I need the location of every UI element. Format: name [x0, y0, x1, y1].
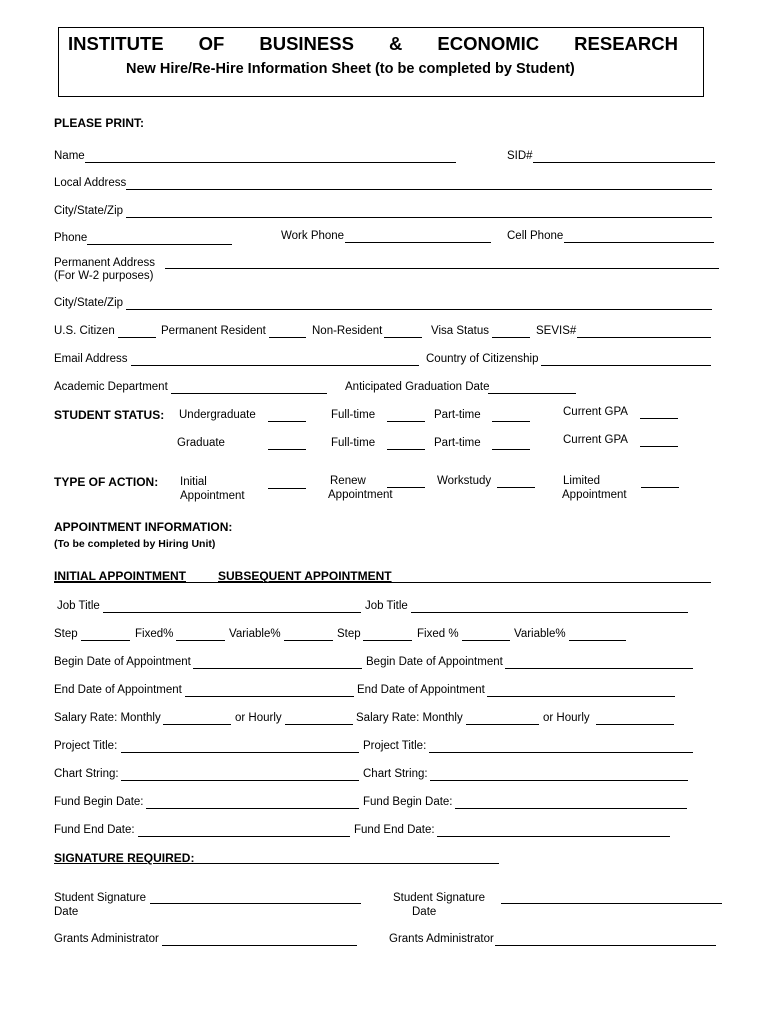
- or-hourly-label: or Hourly: [235, 712, 282, 724]
- name-field[interactable]: [85, 162, 456, 163]
- project-title-label: Project Title:: [363, 740, 427, 752]
- signature-required-heading: SIGNATURE REQUIRED:: [54, 851, 195, 865]
- date-label: Date: [54, 906, 79, 918]
- subsequent-chart-string-field[interactable]: [430, 780, 688, 781]
- end-date-label: End Date of Appointment: [357, 684, 485, 696]
- name-label: Name: [54, 150, 85, 162]
- fund-end-label: Fund End Date:: [354, 824, 435, 836]
- non-resident-label: Non-Resident: [312, 325, 383, 337]
- appointment-header-rule: [54, 582, 711, 583]
- permanent-address-label: Permanent Address: [54, 257, 156, 269]
- grants-admin-field-2[interactable]: [495, 945, 716, 946]
- sevis-label: SEVIS#: [536, 325, 577, 337]
- initial-appointment-field[interactable]: [268, 488, 306, 489]
- current-gpa-label: Current GPA: [563, 434, 628, 446]
- us-citizen-label: U.S. Citizen: [54, 325, 115, 337]
- chart-string-label: Chart String:: [54, 768, 119, 780]
- initial-chart-string-field[interactable]: [121, 780, 359, 781]
- subsequent-fund-begin-field[interactable]: [455, 808, 687, 809]
- subsequent-variable-pct-field[interactable]: [569, 640, 626, 641]
- country-label: Country of Citizenship: [426, 353, 539, 365]
- permanent-address-field[interactable]: [165, 268, 719, 269]
- initial-step-field[interactable]: [81, 640, 130, 641]
- job-title-label: Job Title: [57, 600, 100, 612]
- fund-begin-label: Fund Begin Date:: [54, 796, 144, 808]
- subsequent-step-field[interactable]: [363, 640, 412, 641]
- grad-gpa-field[interactable]: [640, 446, 678, 447]
- subsequent-fund-end-field[interactable]: [437, 836, 670, 837]
- initial-fixed-pct-field[interactable]: [176, 640, 225, 641]
- salary-monthly-label: Salary Rate: Monthly: [356, 712, 463, 724]
- initial-end-date-field[interactable]: [185, 696, 354, 697]
- student-signature-label: Student Signature: [393, 892, 486, 904]
- initial-fund-begin-field[interactable]: [146, 808, 359, 809]
- begin-date-label: Begin Date of Appointment: [366, 656, 503, 668]
- city-state-zip-label: City/State/Zip: [54, 205, 124, 217]
- title-word: &: [388, 33, 403, 54]
- part-time-label: Part-time: [434, 437, 481, 449]
- initial-salary-monthly-field[interactable]: [163, 724, 231, 725]
- initial-begin-date-field[interactable]: [193, 668, 362, 669]
- undergraduate-field[interactable]: [268, 421, 306, 422]
- ug-full-time-field[interactable]: [387, 421, 425, 422]
- hiring-unit-note: (To be completed by Hiring Unit): [54, 538, 216, 550]
- step-label: Step: [54, 628, 78, 640]
- permanent-resident-field[interactable]: [269, 337, 306, 338]
- initial-job-title-field[interactable]: [103, 612, 361, 613]
- phone-field[interactable]: [87, 244, 232, 245]
- initial-project-title-field[interactable]: [121, 752, 359, 753]
- city-state-zip-2-field[interactable]: [126, 309, 712, 310]
- initial-salary-hourly-field[interactable]: [285, 724, 353, 725]
- academic-dept-label: Academic Department: [54, 381, 168, 393]
- form-subtitle: New Hire/Re-Hire Information Sheet (to be completed by Student): [126, 61, 575, 77]
- begin-date-label: Begin Date of Appointment: [54, 656, 191, 668]
- grants-admin-label: Grants Administrator: [54, 933, 159, 945]
- initial-variable-pct-field[interactable]: [284, 640, 333, 641]
- or-hourly-label: or Hourly: [543, 712, 590, 724]
- visa-status-field[interactable]: [492, 337, 530, 338]
- fund-end-label: Fund End Date:: [54, 824, 135, 836]
- limited-appointment-label: Appointment: [562, 489, 627, 501]
- workstudy-label: Workstudy: [437, 475, 492, 487]
- us-citizen-field[interactable]: [118, 337, 156, 338]
- grants-admin-label: Grants Administrator: [389, 933, 494, 945]
- job-title-label: Job Title: [365, 600, 408, 612]
- subsequent-salary-hourly-field[interactable]: [596, 724, 674, 725]
- part-time-label: Part-time: [434, 409, 481, 421]
- country-field[interactable]: [541, 365, 711, 366]
- variable-pct-label: Variable%: [229, 628, 281, 640]
- full-time-label: Full-time: [331, 437, 376, 449]
- full-time-label: Full-time: [331, 409, 376, 421]
- permanent-resident-label: Permanent Resident: [161, 325, 266, 337]
- renew-appointment-label: Appointment: [328, 489, 393, 501]
- graduate-label: Graduate: [177, 437, 225, 449]
- visa-status-label: Visa Status: [431, 325, 489, 337]
- renew-label: Renew: [330, 475, 366, 487]
- workstudy-field[interactable]: [497, 487, 535, 488]
- step-label: Step: [337, 628, 361, 640]
- ug-gpa-field[interactable]: [640, 418, 678, 419]
- subsequent-job-title-field[interactable]: [411, 612, 688, 613]
- title-word: BUSINESS: [259, 33, 354, 54]
- city-state-zip-field[interactable]: [126, 217, 712, 218]
- sid-field[interactable]: [533, 162, 715, 163]
- variable-pct-label: Variable%: [514, 628, 566, 640]
- fixed-pct-label: Fixed%: [135, 628, 174, 640]
- fund-begin-label: Fund Begin Date:: [363, 796, 453, 808]
- student-status-heading: STUDENT STATUS:: [54, 408, 165, 422]
- limited-appointment-field[interactable]: [641, 487, 679, 488]
- date-label: Date: [412, 906, 437, 918]
- fixed-pct-label: Fixed %: [417, 628, 459, 640]
- student-signature-label: Student Signature: [54, 892, 147, 904]
- initial-appointment-label: Appointment: [180, 490, 245, 502]
- cell-phone-field[interactable]: [564, 242, 714, 243]
- sid-label: SID#: [507, 150, 533, 162]
- grad-date-label: Anticipated Graduation Date: [345, 381, 490, 393]
- chart-string-label: Chart String:: [363, 768, 428, 780]
- initial-label: Initial: [180, 476, 207, 488]
- cell-phone-label: Cell Phone: [507, 230, 564, 242]
- grad-full-time-field[interactable]: [387, 449, 425, 450]
- work-phone-label: Work Phone: [281, 230, 345, 242]
- initial-appointment-heading: INITIAL APPOINTMENT: [54, 569, 186, 583]
- please-print-heading: PLEASE PRINT:: [54, 116, 145, 130]
- subsequent-project-title-field[interactable]: [429, 752, 693, 753]
- student-signature-field-2[interactable]: [501, 903, 722, 904]
- subsequent-appointment-heading: SUBSEQUENT APPOINTMENT: [218, 569, 392, 583]
- ug-part-time-field[interactable]: [492, 421, 530, 422]
- end-date-label: End Date of Appointment: [54, 684, 182, 696]
- non-resident-field[interactable]: [384, 337, 422, 338]
- undergraduate-label: Undergraduate: [179, 409, 256, 421]
- work-phone-field[interactable]: [345, 242, 491, 243]
- title-word: ECONOMIC: [437, 33, 540, 54]
- form-title: [68, 35, 678, 54]
- local-address-field[interactable]: [126, 189, 712, 190]
- initial-fund-end-field[interactable]: [138, 836, 350, 837]
- city-state-zip-2-label: City/State/Zip: [54, 297, 124, 309]
- type-of-action-heading: TYPE OF ACTION:: [54, 475, 159, 489]
- subsequent-end-date-field[interactable]: [487, 696, 675, 697]
- email-field[interactable]: [131, 365, 419, 366]
- graduate-field[interactable]: [268, 449, 306, 450]
- subsequent-salary-monthly-field[interactable]: [466, 724, 539, 725]
- phone-label: Phone: [54, 232, 88, 244]
- sevis-field[interactable]: [577, 337, 711, 338]
- signature-required-field[interactable]: [190, 863, 499, 864]
- title-word: OF: [198, 33, 225, 54]
- title-word: RESEARCH: [574, 33, 678, 54]
- renew-appointment-field[interactable]: [387, 487, 425, 488]
- grants-admin-field-1[interactable]: [162, 945, 357, 946]
- appointment-info-heading: APPOINTMENT INFORMATION:: [54, 520, 233, 534]
- title-word: INSTITUTE: [68, 33, 164, 54]
- grad-date-field[interactable]: [488, 393, 576, 394]
- current-gpa-label: Current GPA: [563, 406, 628, 418]
- subsequent-fixed-pct-field[interactable]: [462, 640, 510, 641]
- w2-note: (For W-2 purposes): [54, 270, 154, 282]
- academic-dept-field[interactable]: [171, 393, 327, 394]
- subsequent-begin-date-field[interactable]: [505, 668, 693, 669]
- limited-label: Limited: [563, 475, 601, 487]
- student-signature-field-1[interactable]: [150, 903, 361, 904]
- local-address-label: Local Address: [54, 177, 127, 189]
- email-label: Email Address: [54, 353, 128, 365]
- salary-monthly-label: Salary Rate: Monthly: [54, 712, 161, 724]
- grad-part-time-field[interactable]: [492, 449, 530, 450]
- project-title-label: Project Title:: [54, 740, 118, 752]
